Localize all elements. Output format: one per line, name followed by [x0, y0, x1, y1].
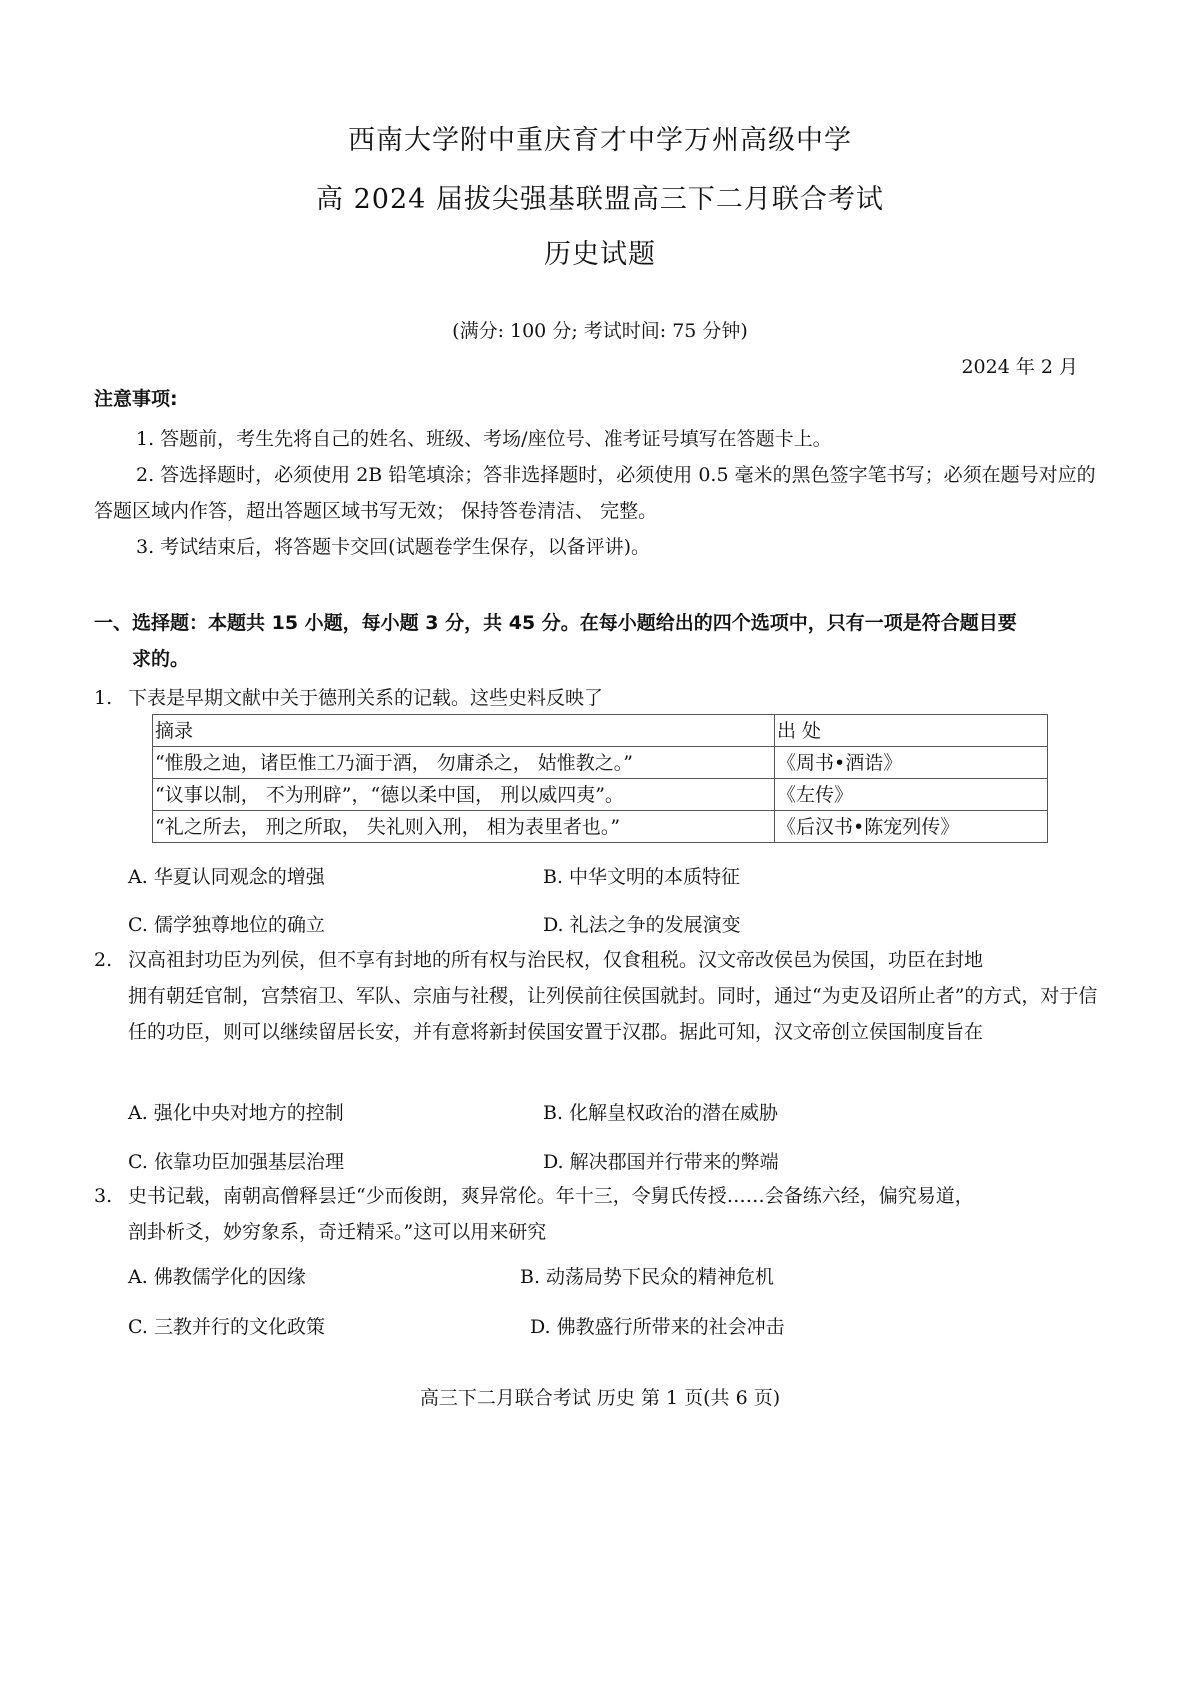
- question-number: 2.: [94, 949, 113, 971]
- question-1: [94, 680, 1114, 716]
- option-b: B. 动荡局势下民众的精神危机: [520, 1266, 775, 1288]
- exam-meta: (满分: 100 分; 考试时间: 75 分钟): [452, 320, 748, 342]
- section-heading-line1: 一、选择题：本题共 15 小题，每小题 3 分，共 45 分。在每小题给出的四个选项中，只有一项是符合题目要: [94, 612, 1017, 634]
- option-c: C. 依靠功臣加强基层治理: [128, 1151, 344, 1173]
- option-c: C. 儒学独尊地位的确立: [128, 914, 325, 936]
- table-row: [153, 811, 1048, 843]
- table-cell-excerpt: “惟殷之迪，诸臣惟工乃湎于酒， 勿庸杀之， 姑惟教之。”: [153, 747, 775, 779]
- question-stem-continued: 剖卦析爻，妙穷象系，奇迁精采。”这可以用来研究: [128, 1221, 547, 1243]
- question-stem: 汉高祖封功臣为列侯，但不享有封地的所有权与治民权，仅食租税。汉文帝改侯邑为侯国，功臣在封地: [128, 949, 984, 971]
- table-header-source: 出 处: [775, 715, 1048, 747]
- question-2: [94, 942, 1114, 1050]
- table-cell-source: 《左传》: [775, 779, 1048, 811]
- note-item: 1. 答题前，考生先将自己的姓名、班级、考场/座位号、准考证号填写在答题卡上。: [136, 428, 832, 450]
- option-d: D. 佛教盛行所带来的社会冲击: [530, 1316, 785, 1338]
- question-number: 1.: [94, 687, 113, 709]
- exam-title: 高 2024 届拔尖强基联盟高三下二月联合考试: [316, 184, 884, 215]
- table-cell-excerpt: “礼之所去， 刑之所取， 失礼则入刑， 相为表里者也。”: [153, 811, 775, 843]
- question-number: 3.: [94, 1185, 113, 1207]
- option-a: A. 佛教儒学化的因缘: [128, 1266, 306, 1288]
- table-cell-source: 《后汉书•陈宠列传》: [775, 811, 1048, 843]
- table-cell-source: 《周书•酒诰》: [775, 747, 1048, 779]
- note-item: 3. 考试结束后，将答题卡交回(试题卷学生保存，以备评讲)。: [136, 536, 650, 558]
- question-stem: 下表是早期文献中关于德刑关系的记载。这些史料反映了: [128, 687, 604, 709]
- table-cell-excerpt: “议事以制， 不为刑辟”，“德以柔中国， 刑以威四夷”。: [153, 779, 775, 811]
- option-b: B. 中华文明的本质特征: [543, 866, 741, 888]
- table-row: [153, 779, 1048, 811]
- option-a: A. 强化中央对地方的控制: [128, 1102, 344, 1124]
- table-header-row: [153, 715, 1048, 747]
- section-heading-line2: 求的。: [132, 648, 190, 670]
- source-table: [152, 714, 1048, 843]
- note-item: 2. 答选择题时，必须使用 2B 铅笔填涂；答非选择题时，必须使用 0.5 毫米的黑色签字笔书写；必须在题号对应的答题区域内作答，超出答题区域书写无效； 保持答卷清洁、 完整。: [94, 464, 1096, 522]
- option-d: D. 礼法之争的发展演变: [543, 914, 741, 936]
- table-row: [153, 747, 1048, 779]
- option-b: B. 化解皇权政治的潜在威胁: [543, 1102, 779, 1124]
- exam-date: 2024 年 2 月: [961, 356, 1078, 378]
- notes-title: 注意事项:: [94, 388, 178, 410]
- option-a: A. 华夏认同观念的增强: [128, 866, 325, 888]
- table-header-excerpt: 摘录: [153, 715, 775, 747]
- question-stem-continued: 拥有朝廷官制，宫禁宿卫、军队、宗庙与社稷，让列侯前往侯国就封。同时，通过“为吏及诏所止者”的方式，对于信任的功臣，则可以继续留居长安，并有意将新封侯国安置于汉郡。据此可知，汉文帝创立侯国制度旨在: [128, 985, 1098, 1043]
- school-title: 西南大学附中重庆育才中学万州高级中学: [348, 125, 852, 156]
- section-heading: [94, 605, 1124, 677]
- question-3: [94, 1178, 1114, 1250]
- option-c: C. 三教并行的文化政策: [128, 1316, 325, 1338]
- question-stem: 史书记载，南朝高僧释昙迁“少而俊朗，爽异常伦。年十三，令舅氏传授……会备练六经，偏究易道，: [128, 1185, 974, 1207]
- page-footer: 高三下二月联合考试 历史 第 1 页(共 6 页): [419, 1387, 781, 1409]
- subject-title: 历史试题: [544, 239, 656, 270]
- option-d: D. 解决郡国并行带来的弊端: [543, 1151, 779, 1173]
